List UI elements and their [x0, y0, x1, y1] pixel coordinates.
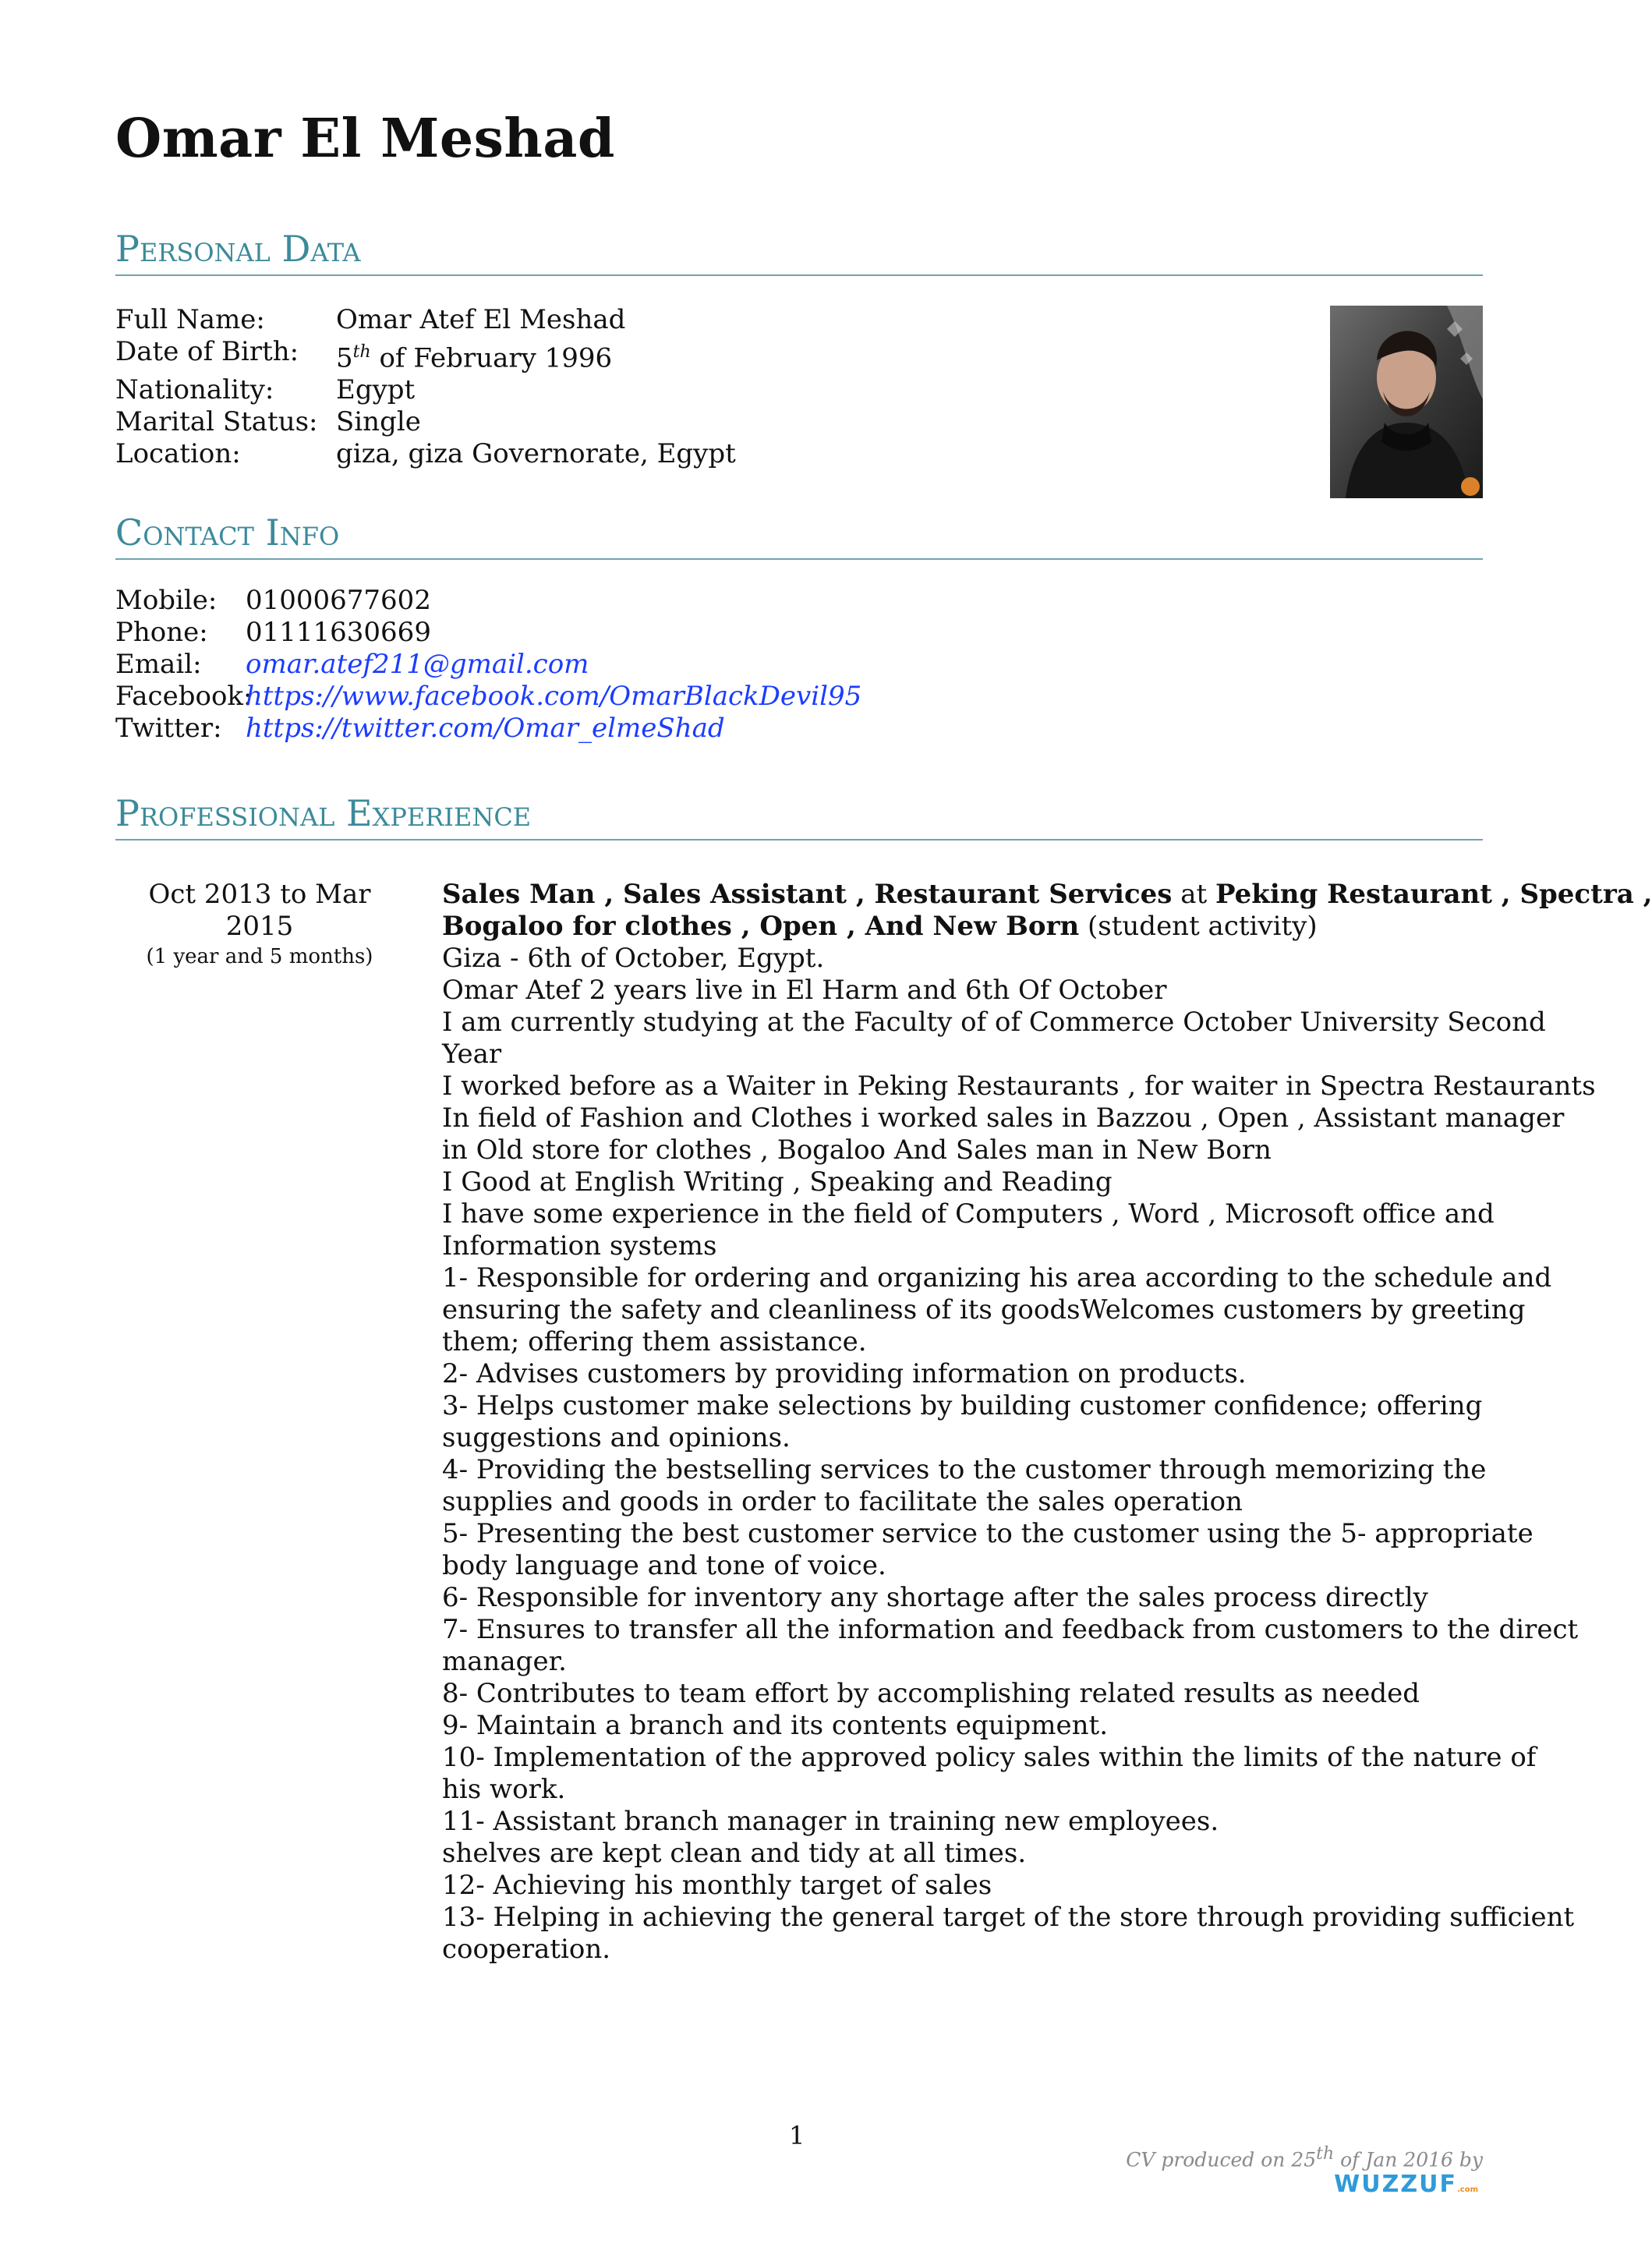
page-number: 1: [789, 2121, 805, 2150]
experience-line: cooperation.: [442, 1934, 611, 1965]
nationality-value: Egypt: [336, 374, 416, 406]
dob-row: [115, 336, 736, 374]
experience-line: Giza - 6th of October, Egypt.: [442, 943, 825, 974]
experience-title-line-2: [442, 911, 1448, 943]
experience-line: shelves are kept clean and tidy at all times.: [442, 1838, 1027, 1869]
experience-line: 12- Achieving his monthly target of sales: [442, 1870, 992, 1901]
dob-label: Date of Birth:: [115, 336, 299, 367]
experience-line: 3- Helps customer make selections by building customer confidence; offering: [442, 1390, 1483, 1421]
experience-line: them; offering them assistance.: [442, 1326, 867, 1357]
section-contact-info: Contact Info: [115, 511, 1483, 560]
full-name-row: [115, 304, 736, 336]
experience-line: 8- Contributes to team effort by accomplishing related results as needed: [442, 1678, 1420, 1709]
experience-line: I worked before as a Waiter in Peking Restaurants , for waiter in Spectra Restaurants: [442, 1071, 1596, 1102]
experience-line: Year: [442, 1039, 502, 1070]
experience-lines: [442, 943, 1596, 1966]
section-professional-experience: Professional Experience: [115, 792, 1483, 841]
footer-produced-note: CV produced on 25th of Jan 2016 by: [1126, 2144, 1483, 2171]
phone-value: 01111630669: [246, 617, 431, 648]
experience-line: 2- Advises customers by providing information on products.: [442, 1358, 1247, 1389]
experience-line: Information systems: [442, 1230, 717, 1262]
experience-line: manager.: [442, 1646, 567, 1677]
experience-line: 4- Providing the bestselling services to the customer through memorizing the: [442, 1454, 1487, 1485]
full-name-value: Omar Atef El Meshad: [336, 304, 626, 335]
location-row: [115, 438, 736, 470]
experience-line: I Good at English Writing , Speaking and Reading: [442, 1166, 1113, 1198]
personal-data-list: [115, 304, 736, 470]
experience-line: 11- Assistant branch manager in training new employees.: [442, 1806, 1219, 1837]
experience-line: I have some experience in the field of Computers , Word , Microsoft office and: [442, 1198, 1495, 1230]
experience-line: 1- Responsible for ordering and organizing his area according to the schedule and: [442, 1262, 1552, 1294]
wuzzuf-logo[interactable]: WUZZUF.com: [1334, 2171, 1478, 2198]
experience-dates: Oct 2013 to Mar 2015: [148, 879, 371, 942]
experience-title-line-1: Sales Man , Sales Assistant , Restaurant Services at Peking Restaurant , Spectra ,: [442, 879, 1652, 910]
experience-description: [442, 879, 1652, 1966]
email-link[interactable]: omar.atef211@gmail.com: [246, 649, 589, 680]
marital-value: Single: [336, 406, 421, 438]
mobile-label: Mobile:: [115, 585, 218, 616]
phone-label: Phone:: [115, 617, 208, 648]
full-name-label: Full Name:: [115, 304, 265, 335]
experience-line: in Old store for clothes , Bogaloo And Sales man in New Born: [442, 1134, 1272, 1166]
experience-line: 9- Maintain a branch and its contents equipment.: [442, 1710, 1109, 1741]
experience-date-range: [115, 879, 404, 971]
twitter-row: [115, 713, 861, 745]
mobile-row: [115, 585, 861, 617]
facebook-link[interactable]: https://www.facebook.com/OmarBlackDevil95: [246, 681, 862, 712]
experience-line: supplies and goods in order to facilitate the sales operation: [442, 1486, 1243, 1517]
facebook-row: [115, 681, 861, 713]
experience-line: his work.: [442, 1774, 566, 1805]
job-title: Sales Man , Sales Assistant , Restaurant Services: [442, 879, 1173, 910]
experience-line: In field of Fashion and Clothes i worked sales in Bazzou , Open , Assistant manager: [442, 1102, 1565, 1134]
section-personal-data: Personal Data: [115, 228, 1483, 276]
twitter-link[interactable]: https://twitter.com/Omar_elmeShad: [246, 713, 725, 744]
experience-line: suggestions and opinions.: [442, 1422, 791, 1453]
marital-row: [115, 406, 736, 438]
facebook-label: Facebook:: [115, 681, 253, 712]
location-value: giza, giza Governorate, Egypt: [336, 438, 736, 470]
twitter-label: Twitter:: [115, 713, 222, 744]
email-row: [115, 649, 861, 681]
marital-label: Marital Status:: [115, 406, 318, 438]
experience-line: body language and tone of voice.: [442, 1550, 886, 1581]
experience-line: I am currently studying at the Faculty of of Commerce October University Second: [442, 1007, 1546, 1038]
experience-line: 10- Implementation of the approved policy sales within the limits of the nature of: [442, 1742, 1537, 1773]
dob-value: 5th of February 1996: [336, 342, 613, 374]
experience-line: 6- Responsible for inventory any shortage after the sales process directly: [442, 1582, 1428, 1613]
mobile-value: 01000677602: [246, 585, 431, 616]
phone-row: [115, 617, 861, 649]
experience-line: ensuring the safety and cleanliness of its goodsWelcomes customers by greeting: [442, 1294, 1526, 1325]
nationality-label: Nationality:: [115, 374, 274, 406]
company-names-2: Bogaloo for clothes , Open , And New Born: [442, 911, 1080, 942]
experience-duration: (1 year and 5 months): [146, 945, 373, 968]
nationality-row: [115, 374, 736, 406]
experience-line: 5- Presenting the best customer service to the customer using the 5- appropriate: [442, 1518, 1533, 1549]
location-label: Location:: [115, 438, 241, 470]
profile-photo: [1330, 306, 1483, 498]
experience-line: 7- Ensures to transfer all the information and feedback from customers to the direct: [442, 1614, 1579, 1645]
company-names-1: Peking Restaurant , Spectra ,: [1215, 879, 1652, 910]
email-label: Email:: [115, 649, 202, 680]
experience-line: Omar Atef 2 years live in El Harm and 6th Of October: [442, 975, 1167, 1006]
activity-type: (student activity): [1079, 911, 1318, 942]
experience-line: 13- Helping in achieving the general target of the store through providing sufficient: [442, 1902, 1575, 1933]
candidate-name: Omar El Meshad: [115, 108, 615, 170]
contact-info-list: [115, 585, 861, 745]
